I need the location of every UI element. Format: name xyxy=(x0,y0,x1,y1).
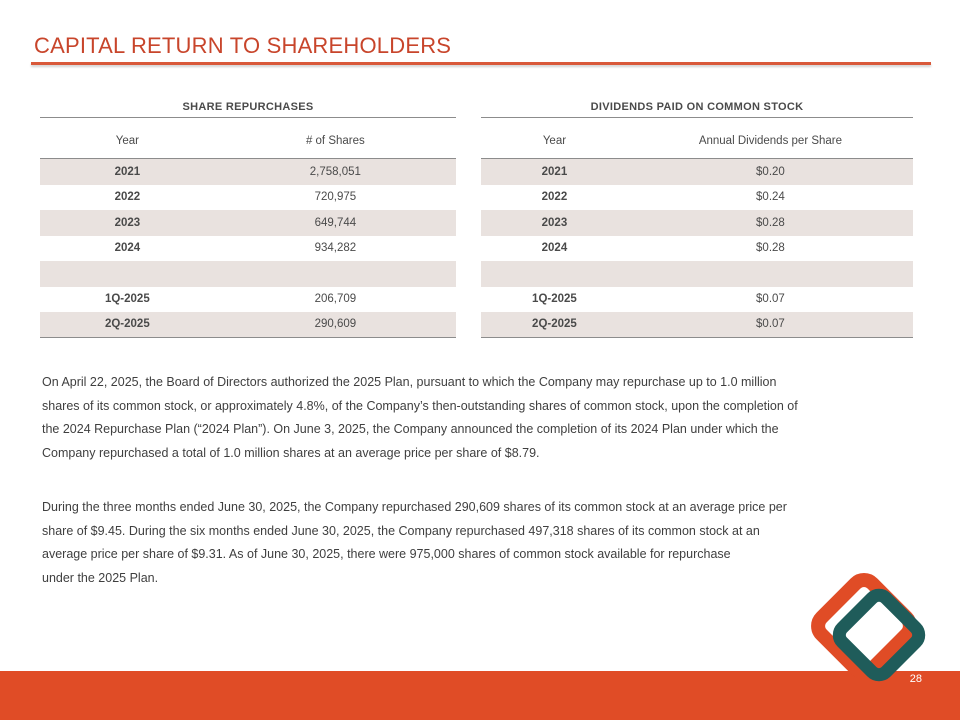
table-row xyxy=(40,185,456,211)
row-year: 2024 xyxy=(541,242,568,255)
row-year: 1Q-2025 xyxy=(532,293,577,306)
table-row xyxy=(481,210,913,236)
row-year: 2021 xyxy=(541,165,568,178)
table-row xyxy=(481,159,913,185)
row-value: $0.20 xyxy=(756,165,785,178)
column-header-shares: # of Shares xyxy=(305,135,365,147)
row-year: 1Q-2025 xyxy=(104,293,150,306)
table-row xyxy=(481,185,913,211)
table-row xyxy=(481,236,913,262)
row-value: 206,709 xyxy=(314,293,357,306)
table-row-spacer xyxy=(481,261,913,287)
table-row xyxy=(481,312,913,338)
row-value: 290,609 xyxy=(314,318,357,331)
share-repurchases-heading: SHARE REPURCHASES xyxy=(40,96,456,118)
paragraph-line: share of $9.45. During the six months ended June 30, 2025, the Company repurchased 497,318 shares of its common stock at an xyxy=(42,523,760,538)
row-year: 2022 xyxy=(114,191,141,204)
column-header-year: Year xyxy=(115,135,139,147)
row-year: 2Q-2025 xyxy=(532,318,577,331)
paragraph-line: shares of its common stock, or approximately 4.8%, of the Company’s then-outstanding shares of common stock, upon the completion of xyxy=(42,398,798,413)
row-year: 2023 xyxy=(541,216,568,229)
share-repurchases-header-row xyxy=(40,118,456,159)
row-value: $0.24 xyxy=(756,191,785,204)
table-row xyxy=(40,159,456,185)
paragraph-line: average price per share of $9.31. As of June 30, 2025, there were 975,000 shares of common stock available for repurchase xyxy=(42,547,731,561)
table-row xyxy=(40,210,456,236)
row-value: 720,975 xyxy=(314,191,357,204)
company-logo-icon xyxy=(806,570,934,690)
page-number: 28 xyxy=(909,673,922,685)
authorization-paragraph xyxy=(42,371,895,465)
dividends-table xyxy=(481,96,913,338)
row-value: $0.28 xyxy=(756,216,785,229)
row-value: 649,744 xyxy=(314,216,357,229)
table-row xyxy=(40,287,456,313)
paragraph-line: During the three months ended June 30, 2025, the Company repurchased 290,609 shares of its common stock at an average price per xyxy=(42,500,787,514)
title-divider xyxy=(31,62,931,65)
column-header-dividends: Annual Dividends per Share xyxy=(698,135,843,147)
row-year: 2Q-2025 xyxy=(104,318,150,331)
dividends-heading: DIVIDENDS PAID ON COMMON STOCK xyxy=(481,96,913,118)
table-row-spacer xyxy=(40,261,456,287)
column-header-year: Year xyxy=(542,135,567,147)
table-row xyxy=(40,312,456,338)
dividends-header-row xyxy=(481,118,913,159)
row-value: 2,758,051 xyxy=(309,165,361,178)
row-value: $0.07 xyxy=(756,293,785,306)
row-year: 2024 xyxy=(114,242,141,255)
row-year: 2021 xyxy=(114,165,141,178)
row-year: 2023 xyxy=(114,216,141,229)
row-value: 934,282 xyxy=(314,242,357,255)
paragraph-line: Company repurchased a total of 1.0 million shares at an average price per share of $8.79. xyxy=(42,445,540,460)
repurchase-activity-paragraph xyxy=(42,496,895,590)
table-row xyxy=(40,236,456,262)
row-value: $0.28 xyxy=(756,242,785,255)
paragraph-line: On April 22, 2025, the Board of Directors authorized the 2025 Plan, pursuant to which the Company may repurchase up to 1.0 million xyxy=(42,375,777,389)
row-year: 2022 xyxy=(541,191,568,204)
paragraph-line: under the 2025 Plan. xyxy=(42,570,159,585)
paragraph-line: the 2024 Repurchase Plan (“2024 Plan”). On June 3, 2025, the Company announced the completion of its 2024 Plan under which the xyxy=(42,422,779,436)
row-value: $0.07 xyxy=(756,318,785,331)
page-title: CAPITAL RETURN TO SHAREHOLDERS xyxy=(34,33,452,58)
share-repurchases-table xyxy=(40,96,456,338)
table-row xyxy=(481,287,913,313)
